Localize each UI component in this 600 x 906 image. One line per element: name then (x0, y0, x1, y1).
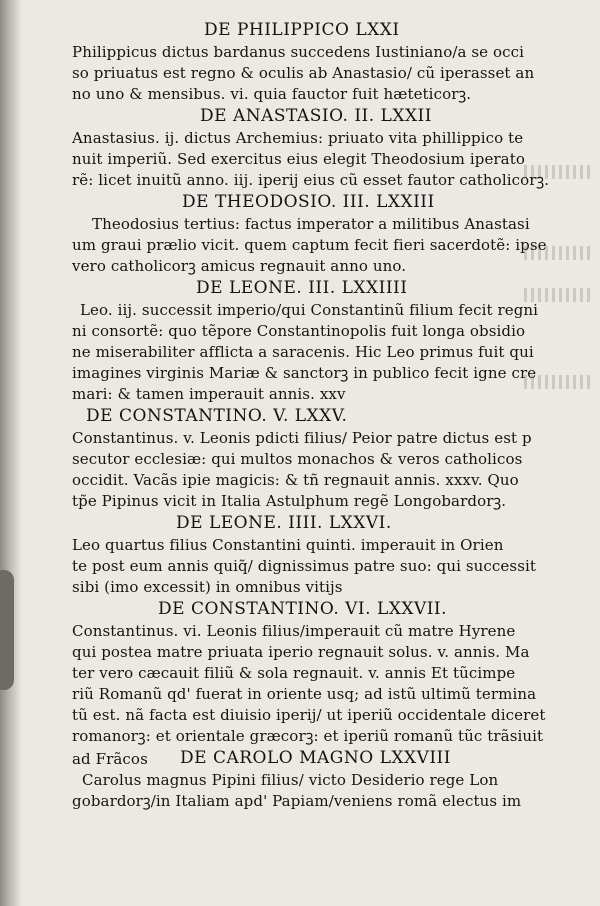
text-line: ni consortẽ: quo tẽpore Constantinopolis fuit longa obsidio (72, 322, 526, 340)
text-line: Leo quartus filius Constantini quinti. imperauit in Orien (72, 536, 504, 554)
text-line: Anastasius. ij. dictus Archemius: priuato vita phillippico te (72, 129, 524, 147)
text-line: so priuatus est regno & oculis ab Anastasio/ cũ iperasset an (72, 64, 535, 82)
text-line: romanorꝫ: et orientale græcorꝫ: et iperiũ romanũ tũc trãsiuit (72, 727, 544, 745)
text-line: Constantinus. v. Leonis pdicti filius/ Peior patre dictus est p (72, 429, 532, 447)
binding-tab (0, 570, 14, 690)
text-line-lead: ad Frãcos (72, 750, 148, 768)
text-line: Constantinus. vi. Leonis filius/imperauit cũ matre Hyrene (72, 622, 516, 640)
heading-philippico: DE PHILIPPICO LXXI (204, 20, 400, 40)
text-line: sibi (imo excessit) in omnibus vitijs (72, 578, 343, 596)
text-line: Carolus magnus Pipini filius/ victo Desiderio rege Lon (82, 771, 499, 789)
text-line: mari: & tamen imperauit annis. xxv (72, 385, 346, 403)
heading-leone-iiii: DE LEONE. IIII. LXXVI. (176, 513, 392, 533)
heading-leone-iii: DE LEONE. III. LXXIIII (196, 278, 408, 298)
text-line: tp̃e Pipinus vicit in Italia Astulphum regẽ Longobardorꝫ. (72, 492, 507, 510)
heading-constantino-v: DE CONSTANTINO. V. LXXV. (86, 406, 348, 426)
text-line: te post eum annis quiq̃/ dignissimus patre suo: qui successit (72, 557, 537, 575)
text-line: rẽ: licet inuitũ anno. iij. iperij eius cũ esset fautor catholicorꝫ. (72, 171, 550, 189)
page-gutter-shadow (0, 0, 22, 906)
heading-anastasio: DE ANASTASIO. II. LXXII (200, 106, 432, 126)
show-through-text (524, 288, 594, 302)
text-line: nuit imperiũ. Sed exercitus eius elegit Theodosium iperato (72, 150, 525, 168)
text-line: secutor ecclesiæ: qui multos monachos & veros catholicos (72, 450, 523, 468)
heading-constantino-vi: DE CONSTANTINO. VI. LXXVII. (158, 599, 448, 619)
text-line: Philippicus dictus bardanus succedens Iustiniano/a se occi (72, 43, 525, 61)
heading-theodosio: DE THEODOSIO. III. LXXIII (182, 192, 435, 212)
text-line: gobardorꝫ/in Italiam apd' Papiam/veniens romã electus im (72, 792, 522, 810)
text-line: no uno & mensibus. vi. quia fauctor fuit hæteticorꝫ. (72, 85, 472, 103)
text-line: Theodosius tertius: factus imperator a militibus Anastasi (92, 215, 530, 233)
text-line: um graui prælio vicit. quem captum fecit fieri sacerdotẽ: ipse (72, 236, 547, 254)
text-line: imagines virginis Mariæ & sanctorꝫ in publico fecit igne cre (72, 364, 537, 382)
text-line: ter vero cæcauit filiũ & sola regnauit. v. annis Et tũcimpe (72, 664, 516, 682)
text-line: Leo. iij. successit imperio/qui Constantinũ filium fecit regni (80, 301, 539, 319)
text-line: tũ est. nã facta est diuisio iperij/ ut iperiũ occidentale diceret (72, 706, 546, 724)
text-line: qui postea matre priuata iperio regnauit solus. v. annis. Ma (72, 643, 530, 661)
text-line: riũ Romanũ qd' fuerat in oriente usq; ad istũ ultimũ termina (72, 685, 537, 703)
text-line: occidit. Vacãs ipie magicis: & tñ regnauit annis. xxxv. Quo (72, 471, 519, 489)
text-line: ne miserabiliter afflicta a saracenis. Hic Leo primus fuit qui (72, 343, 534, 361)
text-line: vero catholicorꝫ amicus regnauit anno uno. (72, 257, 407, 275)
heading-carolo-magno: DE CAROLO MAGNO LXXVIII (180, 748, 451, 768)
